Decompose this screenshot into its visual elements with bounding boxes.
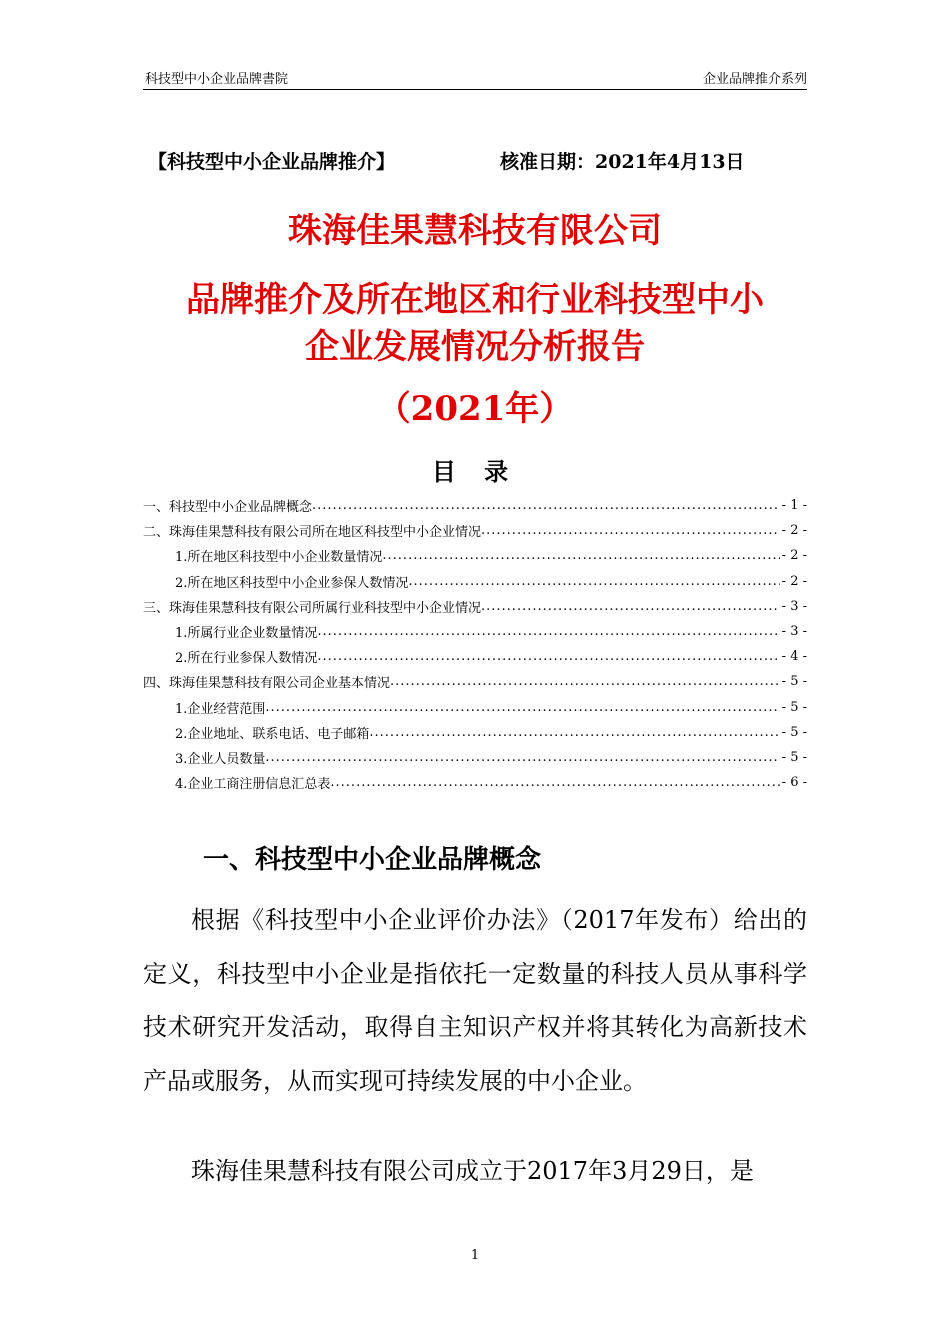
toc-item-text: 3.企业人员数量 <box>175 751 266 767</box>
toc-item-text: 1.企业经营范围 <box>175 701 266 717</box>
toc-item-page: - 5 - <box>781 749 807 765</box>
toc-item-text: 二、珠海佳果慧科技有限公司所在地区科技型中小企业情况 <box>143 525 482 541</box>
toc-leader <box>481 523 780 538</box>
approval-date: 核准日期：2021年4月13日 <box>500 151 745 173</box>
toc-item-text: 1.所在地区科技型中小企业数量情况 <box>175 550 383 566</box>
toc-item[interactable] <box>143 543 807 568</box>
report-title-line-2: 企业发展情况分析报告 <box>305 327 645 367</box>
toc-item[interactable] <box>143 720 807 745</box>
toc-item-text: 三、珠海佳果慧科技有限公司所属行业科技型中小企业情况 <box>143 600 482 616</box>
toc-item[interactable] <box>143 619 807 644</box>
section-heading: 一、科技型中小企业品牌概念 <box>203 845 542 875</box>
toc-item[interactable] <box>143 669 807 694</box>
toc-item[interactable] <box>143 770 807 795</box>
body-paragraph: 珠海佳果慧科技有限公司成立于2017年3月29日，是 <box>191 1157 754 1185</box>
toc-item-page: - 5 - <box>781 674 807 690</box>
toc-leader <box>390 674 780 689</box>
toc-leader <box>382 548 779 563</box>
toc-leader <box>369 725 779 740</box>
toc-item-text: 1.所属行业企业数量情况 <box>175 626 318 642</box>
toc-leader <box>265 750 779 765</box>
toc-leader <box>481 599 780 614</box>
toc-item-text: 四、珠海佳果慧科技有限公司企业基本情况 <box>143 676 391 692</box>
toc-item-page: - 3 - <box>781 624 807 640</box>
toc-item[interactable] <box>143 493 807 518</box>
toc-item-page: - 5 - <box>781 699 807 715</box>
toc-item-page: - 6 - <box>781 775 807 791</box>
toc-item-page: - 5 - <box>781 724 807 740</box>
toc-item-text: 4.企业工商注册信息汇总表 <box>175 777 331 793</box>
header-divider <box>143 89 807 90</box>
toc-item-text: 2.所在地区科技型中小企业参保人数情况 <box>175 575 409 591</box>
header-left-text: 科技型中小企业品牌書院 <box>145 72 289 87</box>
toc-item-text: 2.企业地址、联系电话、电子邮箱 <box>175 726 370 742</box>
brand-label: 【科技型中小企业品牌推介】 <box>148 151 396 173</box>
page-number: 1 <box>470 1248 480 1263</box>
toc-leader <box>317 624 779 639</box>
toc-item-text: 一、科技型中小企业品牌概念 <box>143 500 313 516</box>
report-title-line-1: 品牌推介及所在地区和行业科技型中小 <box>186 280 764 320</box>
toc-item-page: - 3 - <box>781 598 807 614</box>
toc-item-text: 2.所在行业参保人数情况 <box>175 651 318 667</box>
toc-item[interactable] <box>143 644 807 669</box>
toc-item[interactable] <box>143 518 807 543</box>
toc-item[interactable] <box>143 569 807 594</box>
toc-item[interactable] <box>143 745 807 770</box>
toc-item-page: - 2 - <box>781 548 807 564</box>
toc-leader <box>312 498 780 513</box>
toc-item-page: - 2 - <box>781 573 807 589</box>
toc-item-page: - 2 - <box>781 523 807 539</box>
company-title: 珠海佳果慧科技有限公司 <box>288 211 662 251</box>
toc-leader <box>408 574 779 589</box>
toc-leader <box>317 649 779 664</box>
toc-leader <box>330 775 779 790</box>
header-right-text: 企业品牌推介系列 <box>702 72 807 87</box>
toc-item[interactable] <box>143 695 807 720</box>
toc-item-page: - 1 - <box>781 498 807 514</box>
body-paragraph: 根据《科技型中小企业评价办法》（2017年发布）给出的定义，科技型中小企业是指依托一定数量的科技人员从事科学技术研究开发活动，取得自主知识产权并将其转化为高新技术产品或服务，从而实现可持续发展的中小企业。 <box>143 906 807 1095</box>
toc-item[interactable] <box>143 594 807 619</box>
toc-heading: 目 录 <box>431 457 519 486</box>
toc-leader <box>265 700 779 715</box>
report-year: （2021年） <box>376 389 574 429</box>
table-of-contents <box>143 493 807 795</box>
toc-item-page: - 4 - <box>781 649 807 665</box>
